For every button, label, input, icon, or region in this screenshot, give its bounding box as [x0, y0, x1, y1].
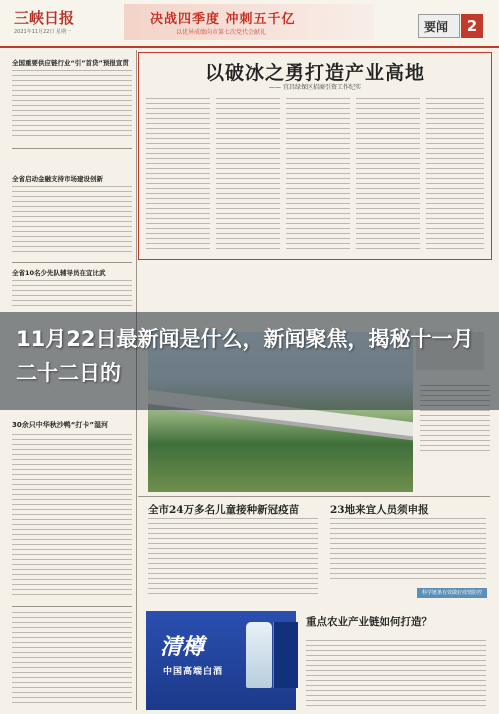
left-headline-4: 30余只中华秋沙鸭“打卡”湿河	[12, 421, 108, 429]
main-col-3	[286, 98, 350, 253]
ad-bottle-image	[246, 622, 272, 688]
main-col-5	[426, 98, 484, 253]
left-article-3-text	[12, 280, 132, 310]
lower-right-text	[330, 518, 486, 582]
left-article-1-text	[12, 70, 132, 140]
left-headline-3: 全省10名少先队辅导员在宜比武	[12, 269, 106, 277]
banner-title: 决战四季度 冲刺五千亿	[150, 12, 296, 27]
ad-box-image	[273, 622, 298, 688]
newspaper-logo: 三峡日报	[14, 9, 75, 27]
epidemic-tag: 科学链条有效做好疫情防控	[417, 588, 487, 598]
left-divider-1	[12, 148, 132, 149]
ad-tagline: 中国高端白酒	[163, 667, 224, 677]
issue-date: 2021年11月22日 星期一	[14, 29, 72, 35]
left-article-5-text	[12, 612, 132, 707]
left-article-2-text	[12, 186, 132, 256]
left-article-4-text	[12, 434, 132, 599]
banner-subtitle: 以优异成绩向市第七次党代会献礼	[176, 29, 267, 36]
left-headline-1: 全国重要供应链行业“引”首贷”预报宣贯	[12, 59, 129, 67]
left-headline-2: 全省启动金融支持市场建设创新	[12, 175, 103, 183]
ad-brand: 清樽	[160, 634, 205, 660]
lower-divider	[138, 496, 490, 497]
main-col-2	[216, 98, 280, 253]
lower-headline-bottom: 重点农业产业链如何打造？	[306, 616, 432, 628]
lower-headline-right: 23地来宜人员须申报	[330, 504, 429, 516]
overlay-title: 11月22日最新闻是什么，新闻聚焦，揭秘十一月二十二日的	[16, 327, 474, 385]
lower-headline-left: 全市24万多名儿童接种新冠疫苗	[148, 504, 300, 516]
lower-left-text	[148, 518, 318, 598]
main-subhead: —— 宜昌绿保区招商引资工作纪实	[269, 84, 361, 91]
section-label: 要闻	[424, 20, 449, 34]
main-headline: 以破冰之勇打造产业高地	[204, 62, 425, 84]
page-number: 2	[461, 14, 483, 38]
left-divider-3	[12, 606, 132, 607]
lower-bottom-text	[306, 640, 486, 708]
main-col-1	[146, 98, 210, 253]
main-col-4	[356, 98, 420, 253]
left-divider-2	[12, 262, 132, 263]
